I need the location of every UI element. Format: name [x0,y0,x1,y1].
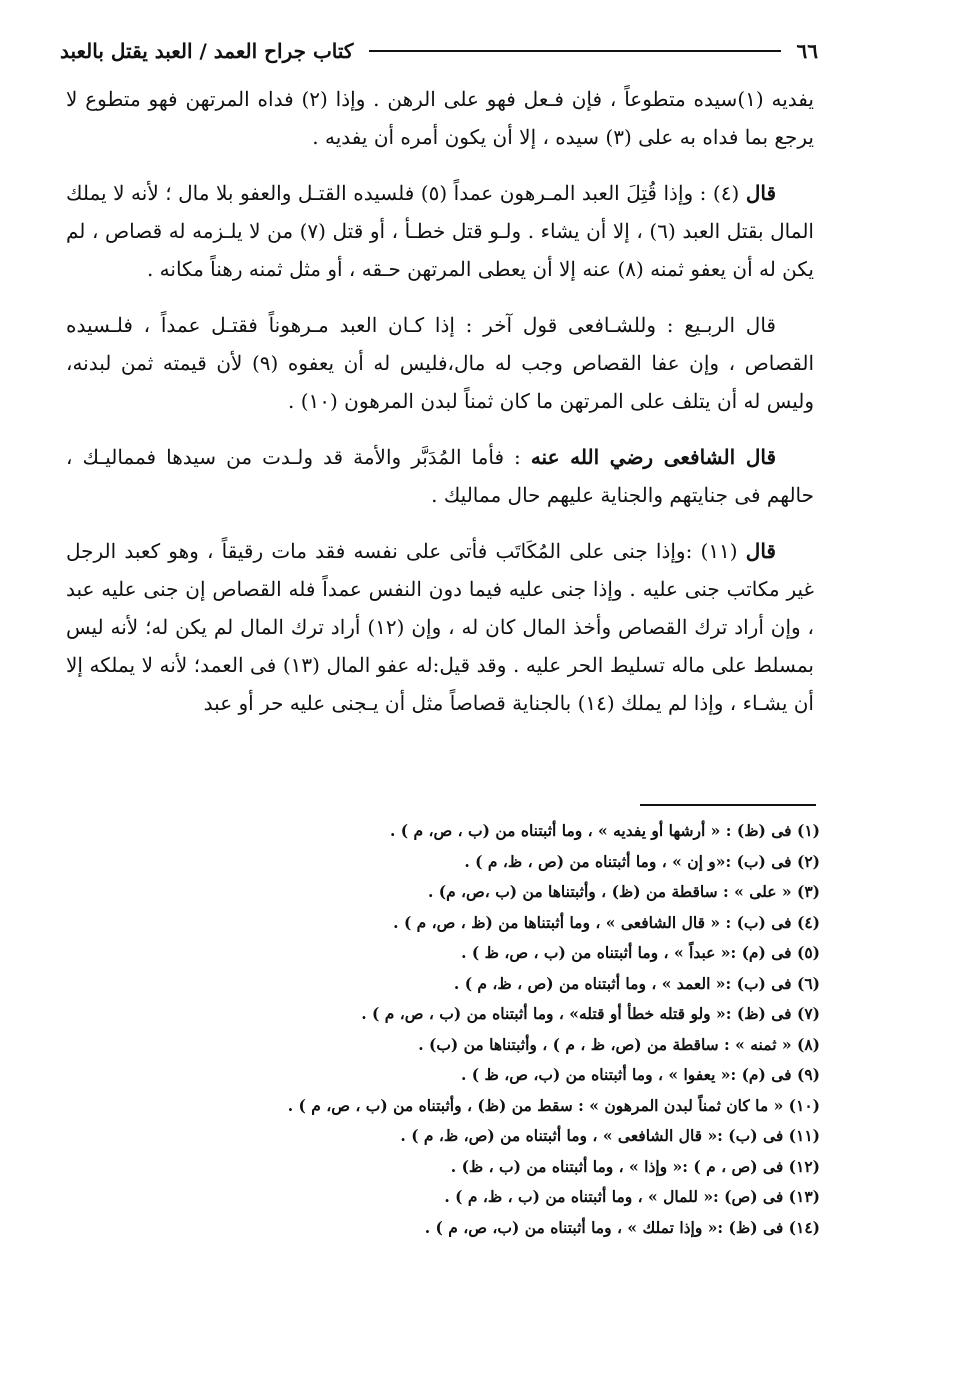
paragraph-lead: قال [745,539,776,563]
footnote: (٥) فى (م) :« عبداً » ، وما أثبتناه من (ب ، ص، ظ ) . [461,943,820,962]
paragraph [66,438,814,514]
footnote: (٣) « على » : ساقطة من (ظ) ، وأثبتناها من (ب ،ص، م) . [427,882,820,901]
running-header [60,34,818,68]
page-number: ٦٦ [796,39,818,63]
footnote: (٨) « ثمنه » : ساقطة من (ص، ظ ، م ) ، وأثبتناها من (ب) . [418,1034,820,1054]
paragraph-text: قال الربـيع : وللشـافعى قول آخر : إذا كـان العبد مـرهوناً فقتـل عمداً ، فلـسيده القصاص ، وإن عفا القصاص وجب له مال،فليس له أن يعفوه (٩) لأن قيمته ثمن لبدنه، وليس له أن يتلف على المرتهن ما كان ثمناً لبدن المرهون (١٠) . [66,313,814,413]
paragraph [66,80,814,156]
footnote: (٦) فى (ب) :« العمد » ، وما أثبتناه من (ص ، ظ، م ) . [453,973,820,993]
footnote: (١١) فى (ب) :« قال الشافعى » ، وما أثبتناه من (ص، ظ، م ) . [400,1126,820,1145]
footnote: (١٠) « ما كان ثمناً لبدن المرهون » : سقط من (ظ) ، وأثبتناه من (ب ، ص، م ) . [287,1095,820,1115]
running-title: كتاب جراح العمد / العبد يقتل بالعبد [60,39,354,63]
paragraph [66,174,814,288]
paragraph-lead: قال الشافعى رضي الله عنه [530,445,776,469]
footnote: (١٤) فى (ظ) :« وإذا تملك » ، وما أثبتناه من (ب، ص، م ) . [424,1217,820,1237]
footnote: (٤) فى (ب) : « قال الشافعى » ، وما أثبتناها من (ظ ، ص، م ) . [393,912,820,932]
paragraph-text: (٤) : وإذا قُتِلَ العبد المـرهون عمداً (٥) فلسيده القتـل والعفو بلا مال ؛ لأنه لا يملك المال بقتل العبد (٦) ، إلا أن يشاء . ولـو قتل خطـأ ، أو قتل (٧) من لا يلـزمه له قصاص ، لم يكن له أن يعفو ثمنه (٨) عنه إلا أن يعطى المرتهن حـقه ، أو مثل ثمنه رهناً مكانه . [66,181,814,281]
footnote: (١) فى (ظ) : « أرشها أو يفديه » ، وما أثبتناه من (ب ، ص، م ) . [389,821,820,840]
paragraph-lead: قال [745,181,777,205]
paragraph [66,532,814,722]
footnote: (٢) فى (ب) :«و إن » ، وما أثبتناه من (ص ، ظ، م ) . [464,851,820,871]
paragraph [66,306,814,420]
footnotes [80,816,820,1243]
paragraph-text: (١١) :وإذا جنى على المُكَاتَب فأتى على نفسه فقد مات رقيقاً ، وهو كعبد الرجل غير مكاتب جنى عليه . وإذا جنى عليه فيما دون النفس عمداً فله القصاص إن جنى عليه عبد ، وإن أراد ترك القصاص وأخذ المال كان له ، وإن (١٢) أراد ترك المال لم يكن له؛ لأنه ليس بمسلط على ماله تسليط الحر عليه . وقد قيل:له عفو المال (١٣) فى العمد؛ لأنه لا يملكه إلا أن يشـاء ، وإذا لم يملك (١٤) بالجناية قصاصاً مثل أن يـجنى عليه حر أو عبد [66,539,815,715]
main-text [66,80,814,740]
footnote: (١٣) فى (ص) :« للمال » ، وما أثبتناه من (ب ، ظ، م ) . [444,1187,820,1206]
footnote: (٩) فى (م) :« يعفوا » ، وما أثبتناه من (ب، ص، ظ ) . [460,1065,820,1084]
footnote: (٧) فى (ظ) :« ولو قتله خطأ أو قتله» ، وما أثبتناه من (ب ، ص، م ) . [361,1004,820,1023]
footnote-separator [640,804,816,806]
paragraph-text: يفديه (١)سيده متطوعاً ، فإن فـعل فهو على الرهن . وإذا (٢) فداه المرتهن فهو متطوع لا يرجع بما فداه به على (٣) سيده ، إلا أن يكون أمره أن يفديه . [66,87,814,149]
header-rule [369,50,780,52]
footnote: (١٢) فى (ص ، م ) :« وإذا » ، وما أثبتناه من (ب ، ظ) . [450,1156,820,1176]
paragraph-text: : فأما المُدَبَّر والأمة قد ولـدت من سيدها فمماليـك ، حالهم فى جنايتهم والجناية عليهم حال مماليك . [66,445,814,507]
